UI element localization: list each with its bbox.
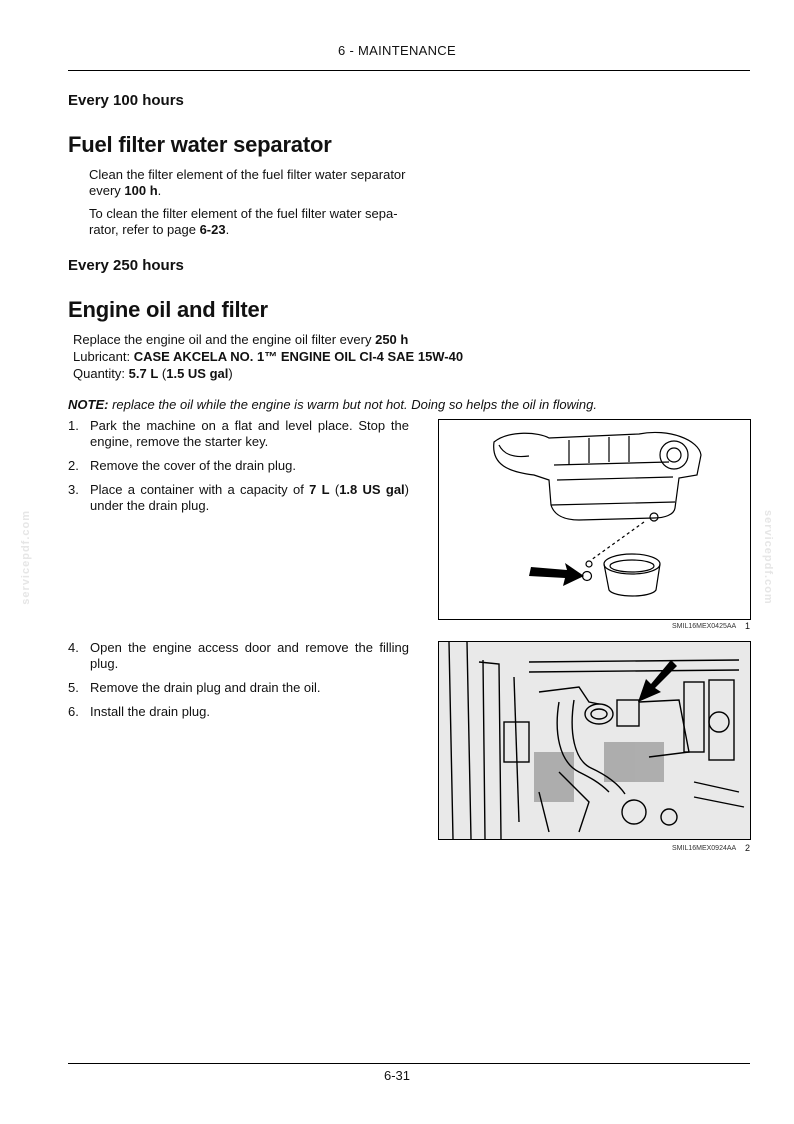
- oil-pan-illustration: [439, 420, 750, 619]
- list-item: 1. Park the machine on a flat and level place. Stop the engine, remove the starter key.: [68, 418, 409, 449]
- watermark-left: servicepdf.com: [20, 510, 32, 605]
- interval-250-heading: Every 250 hours: [68, 257, 184, 274]
- lubricant-line: Lubricant: CASE AKCELA NO. 1™ ENGINE OIL CI-4 SAE 15W-40: [73, 349, 464, 364]
- engine-oil-title: Engine oil and filter: [68, 297, 268, 322]
- fuel-filter-title: Fuel filter water separator: [68, 132, 332, 157]
- quantity-line: Quantity: 5.7 L (1.5 US gal): [73, 366, 233, 381]
- figure-oil-pan: [438, 419, 751, 620]
- arrow-icon: [529, 563, 584, 586]
- interval-100-heading: Every 100 hours: [68, 92, 184, 109]
- steps-list-b: [68, 640, 409, 728]
- fuel-filter-paragraph-1: Clean the filter element of the fuel filter water separator every 100 h.: [89, 167, 406, 198]
- list-item: 2. Remove the cover of the drain plug.: [68, 458, 296, 473]
- replace-line: Replace the engine oil and the engine oil filter every 250 h: [73, 332, 409, 347]
- list-item: 5. Remove the drain plug and drain the oil.: [68, 680, 321, 695]
- steps-list-a: [68, 418, 409, 522]
- list-item: 6. Install the drain plug.: [68, 704, 210, 719]
- page-number: 6-31: [383, 1068, 411, 1083]
- list-item: 4. Open the engine access door and remove the filling plug.: [68, 640, 409, 671]
- figure-2-code: SMIL16MEX0924AA: [672, 845, 737, 852]
- header-rule: [68, 70, 750, 71]
- section-header: 6 - MAINTENANCE: [338, 43, 456, 58]
- watermark-right: servicepdf.com: [762, 510, 774, 605]
- figure-1-code: SMIL16MEX0425AA: [672, 623, 737, 630]
- figure-engine-compartment: [438, 641, 751, 840]
- note: NOTE: replace the oil while the engine is warm but not hot. Doing so helps the oil in flowing.: [68, 397, 597, 412]
- engine-compartment-illustration: [439, 642, 750, 839]
- fuel-filter-paragraph-2: To clean the filter element of the fuel filter water sepa-rator, refer to page 6-23.: [89, 206, 398, 237]
- footer-rule: [68, 1063, 750, 1064]
- list-item: 3. Place a container with a capacity of 7 L (1.8 US gal) under the drain plug.: [68, 482, 410, 513]
- figure-2-number: 2: [745, 843, 751, 853]
- figure-1-number: 1: [745, 621, 751, 631]
